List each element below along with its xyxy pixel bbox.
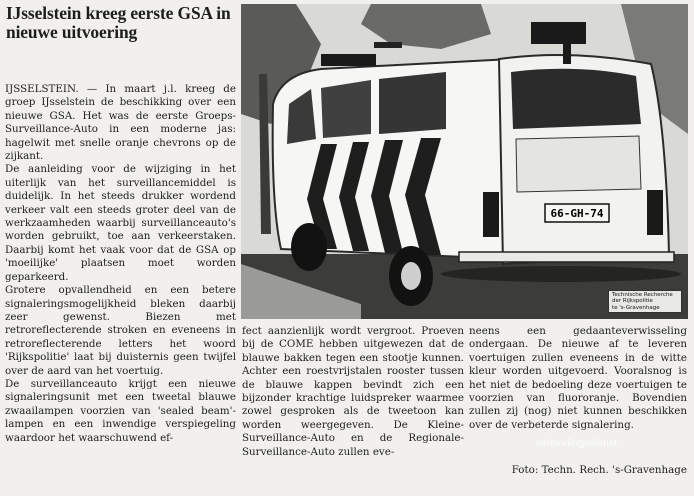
paragraph-intro: IJSSELSTEIN. — In maart j.l. kreeg de groep IJsselstein de beschikking over een nieuwe GSA. Het was de eerste Groeps-Surveillance-Auto in een moderne jas: hagelwit met snelle oranje chevrons op de zijkant.	[5, 83, 236, 163]
watermark: verbindingsdienst	[536, 438, 618, 449]
photo-stamp-line-3: te 's-Gravenhage	[612, 304, 660, 311]
van-shadow	[441, 266, 681, 282]
roof-beacon-rear	[531, 22, 586, 44]
beacon-mount	[563, 42, 571, 64]
roof-beacon-front	[321, 54, 376, 66]
photo-credit: Foto: Techn. Rech. 's-Gravenhage	[511, 464, 687, 476]
front-wheel	[291, 223, 327, 271]
rear-bumper	[459, 252, 674, 262]
engine-lid	[516, 136, 641, 192]
photo-stamp	[608, 290, 682, 314]
photo-stamp-line-1: Technische Recherche	[612, 291, 673, 298]
license-plate-text: 66-GH-74	[550, 207, 604, 220]
tail-light-right	[647, 190, 663, 235]
side-window-2	[321, 80, 371, 138]
paragraph-signal-unit: De surveillanceauto krijgt een nieuwe signaleringsunit met een tweetal blauwe zwaailampen voorzien van 'sealed beam'-lampen en een inwendige verspiegeling waardoor het waarschuwend ef-	[5, 377, 236, 444]
van-illustration	[241, 4, 688, 319]
street-lamp	[374, 42, 402, 48]
paragraph-other-vehicles: neens een gedaanteverwisseling ondergaan. De nieuwe af te leveren voertuigen zullen eveneens in de witte kleur worden uitgevoerd. Vooralsnog is het niet de bedoeling deze voertuigen te voorzien van fluororanje. Bovendien zullen zij (nog) niet kunnen beschikken over de verbeterde signalering.	[469, 325, 687, 431]
paragraph-come-tests: fect aanzienlijk wordt vergroot. Proeven bij de COME hebben uitgewezen dat de blauwe bakken tegen een stootje kunnen. Achter een roestvrijstalen rooster tussen de blauwe kappen bevindt zich een bijzonder krachtige luidspreker waarmee zowel gesproken als de tweetoon kan worden weergegeven. De Kleine-Surveillance-Auto en de Regionale-Surveillance-Auto zullen eve-	[242, 325, 464, 458]
tail-light-left	[483, 192, 499, 237]
paragraph-reason: De aanleiding voor de wijziging in het uiterlijk van het surveillancemiddel is duidelijk. In het steeds drukker wordend verkeer valt een steeds groter deel van de werkzaamheden waarbij surveillanceauto's worden gebruikt, toe aan verkeerstaken. Daarbij komt het vaak voor dat de GSA op 'moeilijke' plaatsen moet worden geparkeerd.	[5, 163, 236, 283]
article-column-2	[242, 325, 464, 459]
rear-hubcap	[401, 262, 421, 290]
photo-stamp-line-2: der Rijkspolitie	[612, 298, 653, 304]
article-column-1	[5, 83, 236, 445]
article-column-3	[469, 325, 687, 432]
paragraph-visibility: Grotere opvallendheid en een betere signaleringsmogelijkheid bleken daarbij zeer gewenst. Biezen met retroreflecterende stroken en eveneens in retroreflecterende letters het woord 'Rijkspolitie' laat bij duisternis geen twijfel over de aard van het voertuig.	[5, 284, 236, 377]
article-headline: IJsselstein kreeg eerste GSA in nieuwe uitvoering	[6, 3, 231, 42]
side-window-3	[379, 72, 446, 134]
rear-window	[511, 69, 641, 129]
van-photo	[241, 4, 688, 319]
